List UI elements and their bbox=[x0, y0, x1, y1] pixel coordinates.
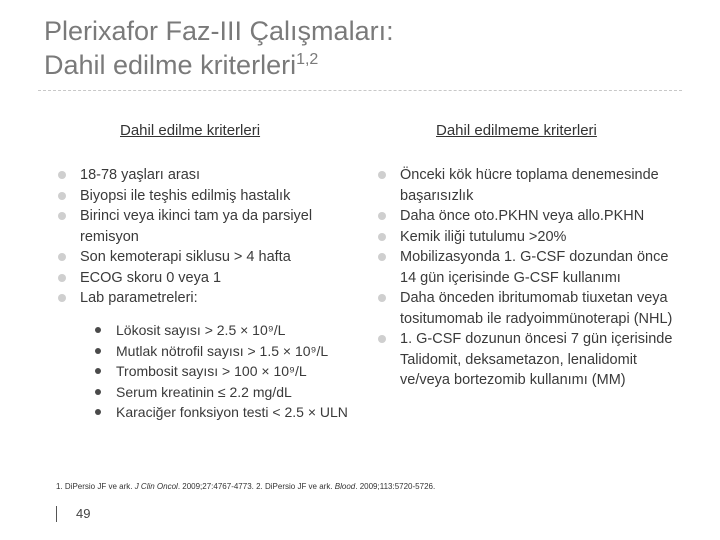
bullet-icon bbox=[378, 212, 386, 220]
inclusion-heading: Dahil edilme kriterleri bbox=[120, 122, 261, 139]
list-item bbox=[92, 382, 362, 403]
bullet-icon bbox=[58, 253, 66, 261]
list-item bbox=[376, 247, 688, 288]
bullet-icon bbox=[378, 171, 386, 179]
bullet-icon bbox=[58, 192, 66, 200]
list-item bbox=[376, 206, 688, 227]
exclusion-item-text: Daha önceden ibritumomab tiuxetan veya tositumomab ile radyoimmünoterapi (NHL) bbox=[400, 290, 673, 327]
bullet-icon bbox=[58, 212, 66, 220]
title-divider bbox=[38, 90, 682, 91]
exclusion-item-text: Önceki kök hücre toplama denemesinde başarısızlık bbox=[400, 167, 659, 204]
list-item bbox=[56, 247, 356, 268]
list-item bbox=[376, 165, 688, 206]
lab-item-text: Lökosit sayısı > 2.5 × 10⁹/L bbox=[116, 322, 286, 338]
exclusion-item-text: Daha önce oto.PKHN veya allo.PKHN bbox=[400, 208, 645, 224]
list-item bbox=[92, 361, 362, 382]
slide-title bbox=[44, 14, 684, 82]
bullet-icon bbox=[58, 274, 66, 282]
list-item bbox=[92, 402, 362, 423]
list-item bbox=[376, 329, 688, 391]
list-item bbox=[56, 165, 356, 186]
footnote-journal-2: Blood bbox=[334, 482, 356, 491]
list-item bbox=[92, 341, 362, 362]
list-item bbox=[376, 288, 688, 329]
exclusion-heading: Dahil edilmeme kriterleri bbox=[436, 122, 597, 139]
bullet-icon bbox=[378, 233, 386, 241]
title-line-2-text: Dahil edilme kriterleri bbox=[44, 50, 297, 80]
list-item bbox=[92, 320, 362, 341]
list-item bbox=[56, 206, 356, 247]
lab-parameters-list bbox=[92, 320, 362, 423]
page-number: 49 bbox=[76, 506, 91, 521]
list-item bbox=[376, 227, 688, 248]
list-item bbox=[56, 288, 356, 309]
lab-item-text: Karaciğer fonksiyon testi < 2.5 × ULN bbox=[116, 404, 348, 420]
footnote-part-1: 1. DiPersio JF ve ark. bbox=[56, 482, 135, 491]
inclusion-item-text: Birinci veya ikinci tam ya da parsiyel remisyon bbox=[80, 208, 313, 245]
inclusion-item-text: Son kemoterapi siklusu > 4 hafta bbox=[80, 249, 291, 265]
footnote-journal-1: J Clin Oncol bbox=[134, 482, 178, 491]
bullet-icon bbox=[58, 171, 66, 179]
references-footnote bbox=[56, 482, 435, 491]
list-item bbox=[56, 268, 356, 289]
exclusion-item-text: Kemik iliği tutulumu >20% bbox=[400, 228, 567, 245]
bullet-icon bbox=[95, 409, 101, 415]
bullet-icon bbox=[95, 368, 101, 374]
footnote-part-3: . 2009;113:5720-5726. bbox=[355, 482, 436, 491]
title-superscript: 1,2 bbox=[296, 51, 319, 68]
exclusion-item-text: Mobilizasyonda 1. G-CSF dozundan önce 14 gün içerisinde G-CSF kullanımı bbox=[400, 249, 669, 286]
bullet-icon bbox=[378, 294, 386, 302]
bullet-icon bbox=[95, 327, 101, 333]
title-line-1: Plerixafor Faz-III Çalışmaları: bbox=[44, 16, 394, 46]
bullet-icon bbox=[378, 253, 386, 261]
lab-item-text: Mutlak nötrofil sayısı > 1.5 × 10⁹/L bbox=[116, 342, 329, 359]
footer-divider bbox=[56, 506, 57, 522]
bullet-icon bbox=[58, 294, 66, 302]
exclusion-item-text: 1. G-CSF dozunun öncesi 7 gün içerisinde Talidomit, deksametazon, lenalidomit ve/veya bortezomib kullanımı (MM) bbox=[400, 331, 673, 388]
inclusion-item-text: Lab parametreleri: bbox=[80, 290, 198, 306]
bullet-icon bbox=[95, 389, 101, 395]
lab-item-text: Trombosit sayısı > 100 × 10⁹/L bbox=[116, 363, 307, 379]
list-item bbox=[56, 186, 356, 207]
inclusion-item-text: ECOG skoru 0 veya 1 bbox=[80, 269, 222, 286]
footnote-part-2: . 2009;27:4767-4773. 2. DiPersio JF ve ark. bbox=[177, 482, 335, 491]
bullet-icon bbox=[95, 348, 101, 354]
inclusion-item-text: Biyopsi ile teşhis edilmiş hastalık bbox=[80, 187, 291, 204]
bullet-icon bbox=[378, 335, 386, 343]
inclusion-list bbox=[56, 165, 356, 309]
exclusion-list bbox=[376, 165, 688, 391]
inclusion-item-text: 18-78 yaşları arası bbox=[80, 167, 201, 183]
title-line-2 bbox=[44, 48, 684, 82]
lab-item-text: Serum kreatinin ≤ 2.2 mg/dL bbox=[116, 383, 292, 400]
